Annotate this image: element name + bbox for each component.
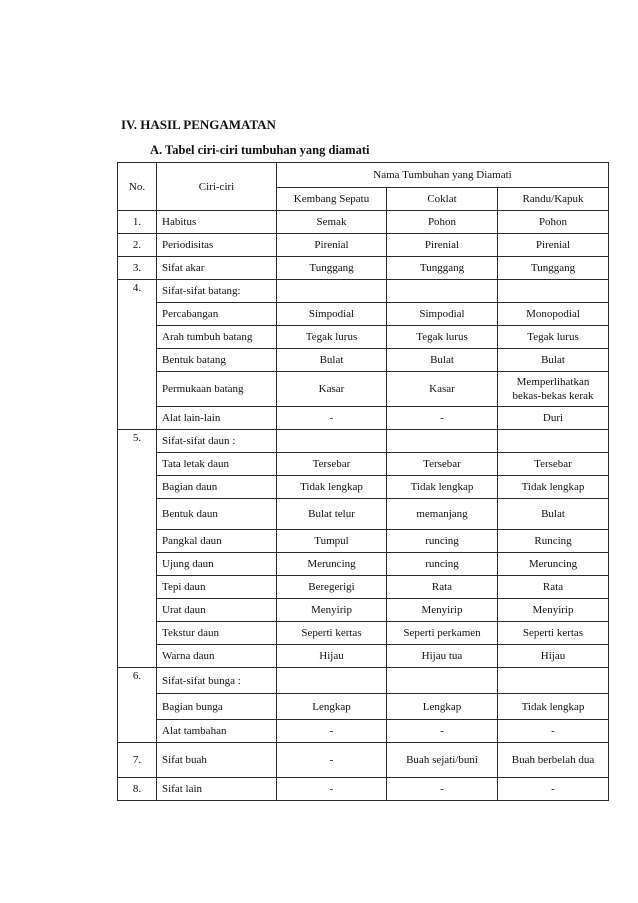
row-value-plant-3: Tunggang — [498, 257, 609, 280]
table-row — [118, 720, 609, 743]
row-value-plant-2: Pirenial — [387, 234, 498, 257]
header-no: No. — [118, 163, 157, 211]
row-characteristic: Bagian daun — [157, 476, 277, 499]
row-characteristic: Alat tambahan — [157, 720, 277, 743]
row-value-plant-2: Tunggang — [387, 257, 498, 280]
header-plant-3: Randu/Kapuk — [498, 188, 609, 211]
row-value-plant-1: - — [277, 743, 387, 778]
table-row — [118, 645, 609, 668]
row-characteristic: Warna daun — [157, 645, 277, 668]
row-value-plant-2: Buah sejati/buni — [387, 743, 498, 778]
row-value-plant-3: Menyirip — [498, 599, 609, 622]
table-body — [118, 211, 609, 801]
row-value-plant-3: Tidak lengkap — [498, 476, 609, 499]
row-value-plant-2: Tegak lurus — [387, 326, 498, 349]
row-value-plant-1 — [277, 280, 387, 303]
row-value-plant-3: - — [498, 720, 609, 743]
table-row — [118, 553, 609, 576]
table-row — [118, 407, 609, 430]
observation-table — [117, 162, 609, 801]
row-value-plant-2: - — [387, 720, 498, 743]
row-value-plant-2: memanjang — [387, 499, 498, 530]
table-row — [118, 372, 609, 407]
row-value-plant-3: Seperti kertas — [498, 622, 609, 645]
table-row — [118, 778, 609, 801]
row-value-plant-1: Kasar — [277, 372, 387, 407]
row-value-plant-3: Monopodial — [498, 303, 609, 326]
row-number: 7. — [118, 743, 157, 778]
table-row — [118, 694, 609, 720]
row-characteristic: Sifat-sifat batang: — [157, 280, 277, 303]
table-row — [118, 476, 609, 499]
row-number: 6. — [118, 668, 157, 743]
row-characteristic: Ujung daun — [157, 553, 277, 576]
row-value-plant-3: Runcing — [498, 530, 609, 553]
row-value-plant-2 — [387, 430, 498, 453]
row-value-plant-2: - — [387, 778, 498, 801]
row-value-plant-2: Rata — [387, 576, 498, 599]
table-caption: A. Tabel ciri-ciri tumbuhan yang diamati — [150, 143, 370, 157]
row-value-plant-2: Tersebar — [387, 453, 498, 476]
row-number: 5. — [118, 430, 157, 668]
row-value-plant-3: Pohon — [498, 211, 609, 234]
row-value-plant-2: Simpodial — [387, 303, 498, 326]
row-value-plant-2: Bulat — [387, 349, 498, 372]
row-characteristic: Pangkal daun — [157, 530, 277, 553]
row-value-plant-1: Semak — [277, 211, 387, 234]
row-value-plant-3: Rata — [498, 576, 609, 599]
row-value-plant-2: Hijau tua — [387, 645, 498, 668]
table-row — [118, 303, 609, 326]
row-characteristic: Sifat-sifat bunga : — [157, 668, 277, 694]
table-row — [118, 668, 609, 694]
header-plant-2: Coklat — [387, 188, 498, 211]
row-value-plant-1: Simpodial — [277, 303, 387, 326]
table-row — [118, 743, 609, 778]
row-value-plant-3: Buah berbelah dua — [498, 743, 609, 778]
row-value-plant-1: Bulat telur — [277, 499, 387, 530]
row-number: 8. — [118, 778, 157, 801]
table-row — [118, 234, 609, 257]
row-characteristic: Habitus — [157, 211, 277, 234]
table-row — [118, 430, 609, 453]
table-row — [118, 349, 609, 372]
row-value-plant-2: Pohon — [387, 211, 498, 234]
row-characteristic: Sifat lain — [157, 778, 277, 801]
row-characteristic: Alat lain-lain — [157, 407, 277, 430]
row-value-plant-1: Tidak lengkap — [277, 476, 387, 499]
row-value-plant-1: Seperti kertas — [277, 622, 387, 645]
row-characteristic: Bentuk batang — [157, 349, 277, 372]
row-value-plant-2: - — [387, 407, 498, 430]
row-value-plant-3: Duri — [498, 407, 609, 430]
row-value-plant-1 — [277, 430, 387, 453]
row-value-plant-2: Lengkap — [387, 694, 498, 720]
row-value-plant-3: Tersebar — [498, 453, 609, 476]
row-value-plant-3 — [498, 280, 609, 303]
row-value-plant-1: - — [277, 778, 387, 801]
row-value-plant-3: Pirenial — [498, 234, 609, 257]
row-value-plant-3: Tidak lengkap — [498, 694, 609, 720]
row-value-plant-1: Beregerigi — [277, 576, 387, 599]
row-value-plant-1: Tegak lurus — [277, 326, 387, 349]
row-value-plant-3: Meruncing — [498, 553, 609, 576]
row-value-plant-2: Seperti perkamen — [387, 622, 498, 645]
table-row — [118, 280, 609, 303]
row-value-plant-2: Menyirip — [387, 599, 498, 622]
row-value-plant-3: Tegak lurus — [498, 326, 609, 349]
row-value-plant-1: Tumpul — [277, 530, 387, 553]
row-value-plant-2 — [387, 668, 498, 694]
row-characteristic: Tata letak daun — [157, 453, 277, 476]
row-value-plant-3: - — [498, 778, 609, 801]
row-characteristic: Bentuk daun — [157, 499, 277, 530]
row-value-plant-3 — [498, 430, 609, 453]
table-row — [118, 599, 609, 622]
row-value-plant-1: Lengkap — [277, 694, 387, 720]
row-characteristic: Sifat-sifat daun : — [157, 430, 277, 453]
table-row — [118, 326, 609, 349]
table-row — [118, 622, 609, 645]
row-value-plant-3: Hijau — [498, 645, 609, 668]
row-value-plant-3: Bulat — [498, 499, 609, 530]
row-characteristic: Arah tumbuh batang — [157, 326, 277, 349]
row-value-plant-2: Kasar — [387, 372, 498, 407]
row-characteristic: Bagian bunga — [157, 694, 277, 720]
header-ciri: Ciri-ciri — [157, 163, 277, 211]
row-value-plant-1: - — [277, 407, 387, 430]
row-number: 4. — [118, 280, 157, 430]
row-characteristic: Sifat akar — [157, 257, 277, 280]
header-plant-group: Nama Tumbuhan yang Diamati — [277, 163, 609, 188]
table-row — [118, 211, 609, 234]
row-characteristic: Tekstur daun — [157, 622, 277, 645]
row-value-plant-1: - — [277, 720, 387, 743]
row-number: 1. — [118, 211, 157, 234]
row-value-plant-2: Tidak lengkap — [387, 476, 498, 499]
row-characteristic: Periodisitas — [157, 234, 277, 257]
row-value-plant-2: runcing — [387, 553, 498, 576]
row-number: 2. — [118, 234, 157, 257]
section-heading: IV. HASIL PENGAMATAN — [121, 117, 276, 132]
row-value-plant-2 — [387, 280, 498, 303]
table-row — [118, 530, 609, 553]
row-value-plant-1: Tunggang — [277, 257, 387, 280]
row-value-plant-3 — [498, 668, 609, 694]
row-number: 3. — [118, 257, 157, 280]
row-value-plant-1: Tersebar — [277, 453, 387, 476]
row-value-plant-1: Pirenial — [277, 234, 387, 257]
table-row — [118, 453, 609, 476]
row-value-plant-1: Menyirip — [277, 599, 387, 622]
table-row — [118, 576, 609, 599]
row-value-plant-3: Bulat — [498, 349, 609, 372]
row-characteristic: Urat daun — [157, 599, 277, 622]
row-value-plant-1 — [277, 668, 387, 694]
row-value-plant-1: Hijau — [277, 645, 387, 668]
header-plant-1: Kembang Sepatu — [277, 188, 387, 211]
row-value-plant-1: Bulat — [277, 349, 387, 372]
row-value-plant-2: runcing — [387, 530, 498, 553]
table-row — [118, 257, 609, 280]
table-row — [118, 499, 609, 530]
row-characteristic: Sifat buah — [157, 743, 277, 778]
row-characteristic: Percabangan — [157, 303, 277, 326]
row-characteristic: Permukaan batang — [157, 372, 277, 407]
row-value-plant-3: Memperlihatkan bekas-bekas kerak — [498, 372, 609, 407]
row-characteristic: Tepi daun — [157, 576, 277, 599]
row-value-plant-1: Meruncing — [277, 553, 387, 576]
